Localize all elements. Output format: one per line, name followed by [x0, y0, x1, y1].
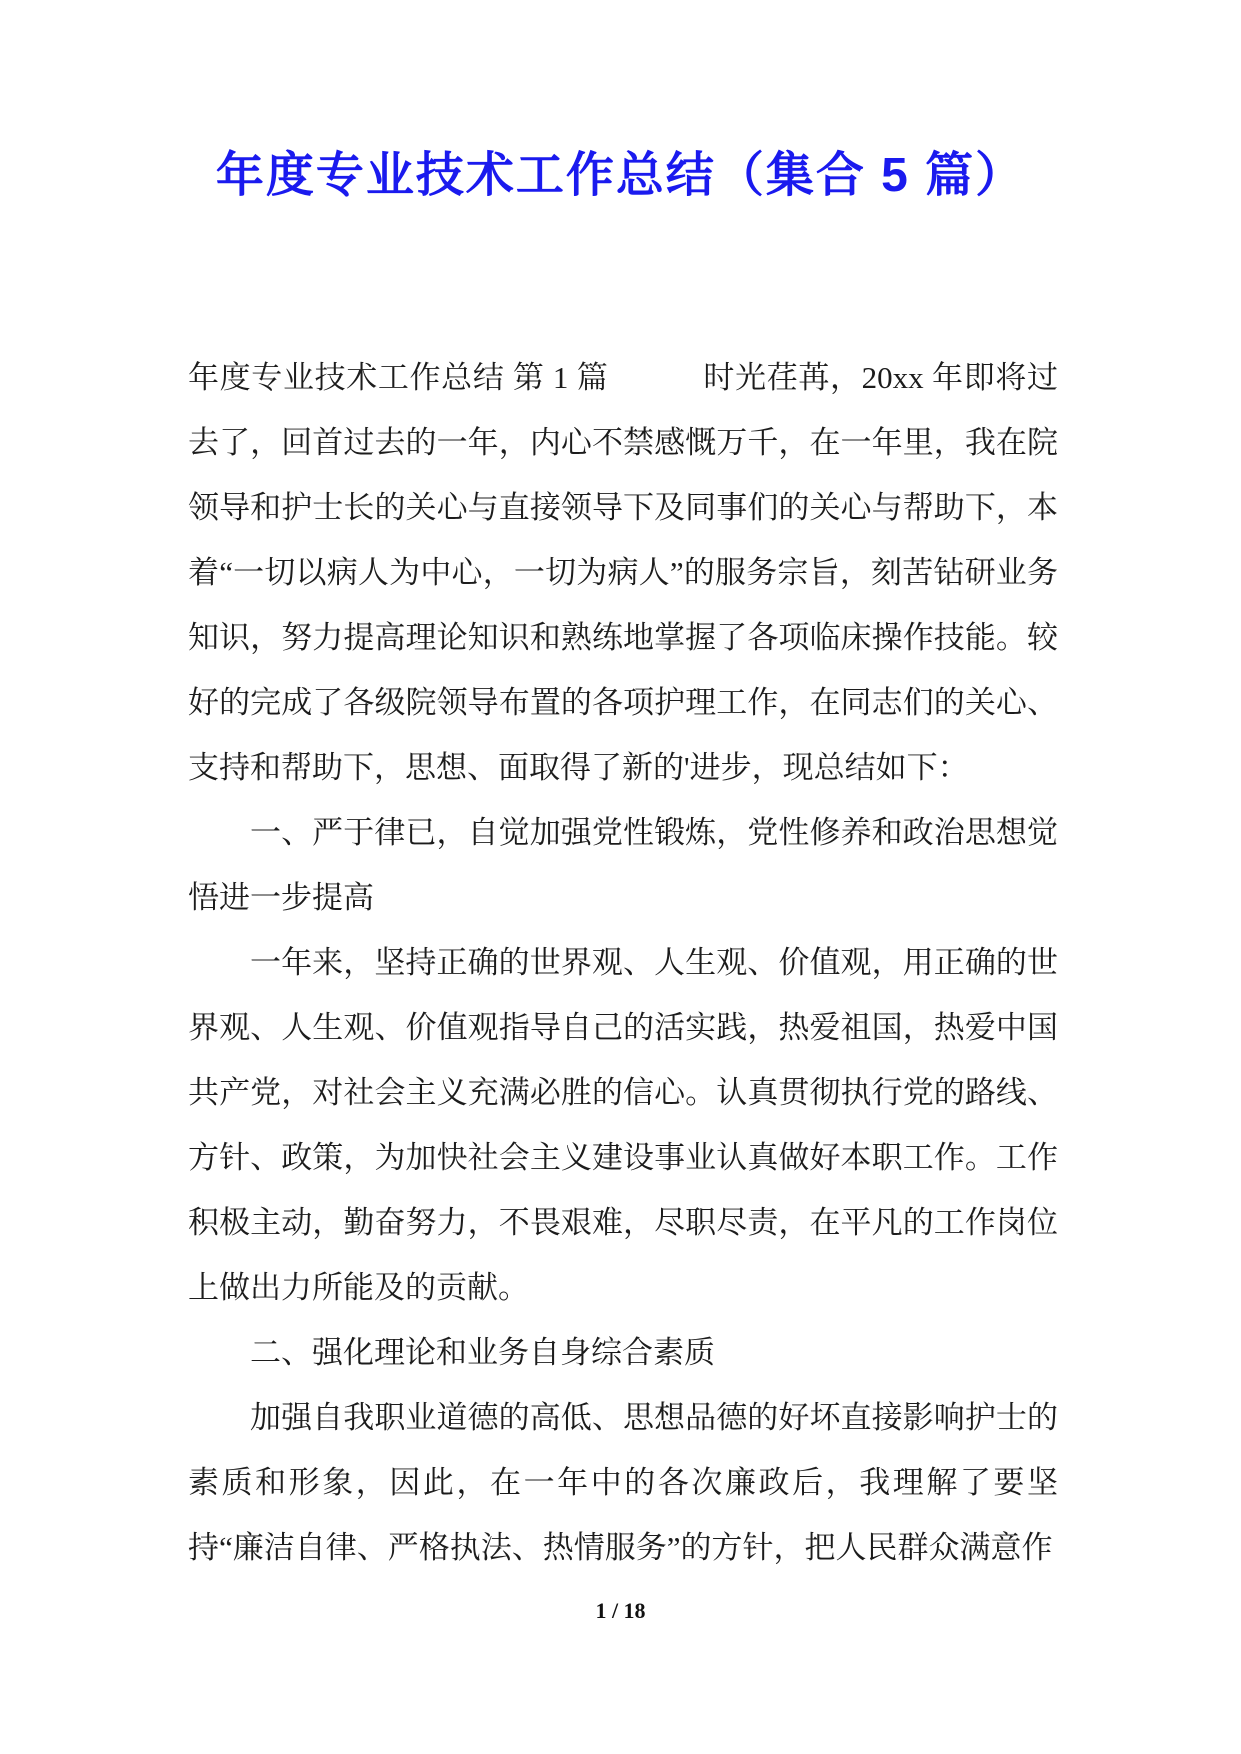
paragraph: 一年来，坚持正确的世界观、人生观、价值观，用正确的世界观、人生观、价值观指导自己的活实践，热爱祖国，热爱中国共产党，对社会主义充满必胜的信心。认真贯彻执行党的路线、方针、政策，为加快社会主义建设事业认真做好本职工作。工作积极主动，勤奋努力，不畏艰难，尽职尽责，在平凡的工作岗位上做出力所能及的贡献。	[188, 945, 1058, 1305]
section-heading-1: 一、严于律已，自觉加强党性锻炼，党性修养和政治思想觉悟进一步提高	[188, 815, 1058, 915]
paragraph: 加强自我职业道德的高低、思想品德的好坏直接影响护士的素质和形象，因此，在一年中的各次廉政后，我理解了要坚持“廉洁自律、严格执法、热情服务”的方针，把人民群众满意作	[188, 1400, 1058, 1565]
document-body	[188, 345, 1058, 1580]
page-number-indicator: 1 / 18	[595, 1598, 646, 1623]
document-title: 年度专业技术工作总结（集合 5 篇）	[215, 149, 1026, 202]
section-heading-2: 二、强化理论和业务自身综合素质	[250, 1335, 715, 1370]
paragraph: 年度专业技术工作总结 第 1 篇 时光荏苒，20xx 年即将过去了，回首过去的一年，内心不禁感慨万千，在一年里，我在院领导和护士长的关心与直接领导下及同事们的关心与帮助下，本着“一切以病人为中心，一切为病人”的服务宗旨，刻苦钻研业务知识，努力提高理论知识和熟练地掌握了各项临床操作技能。较好的完成了各级院领导布置的各项护理工作，在同志们的关心、支持和帮助下，思想、面取得了新的'进步，现总结如下：	[188, 360, 1058, 785]
